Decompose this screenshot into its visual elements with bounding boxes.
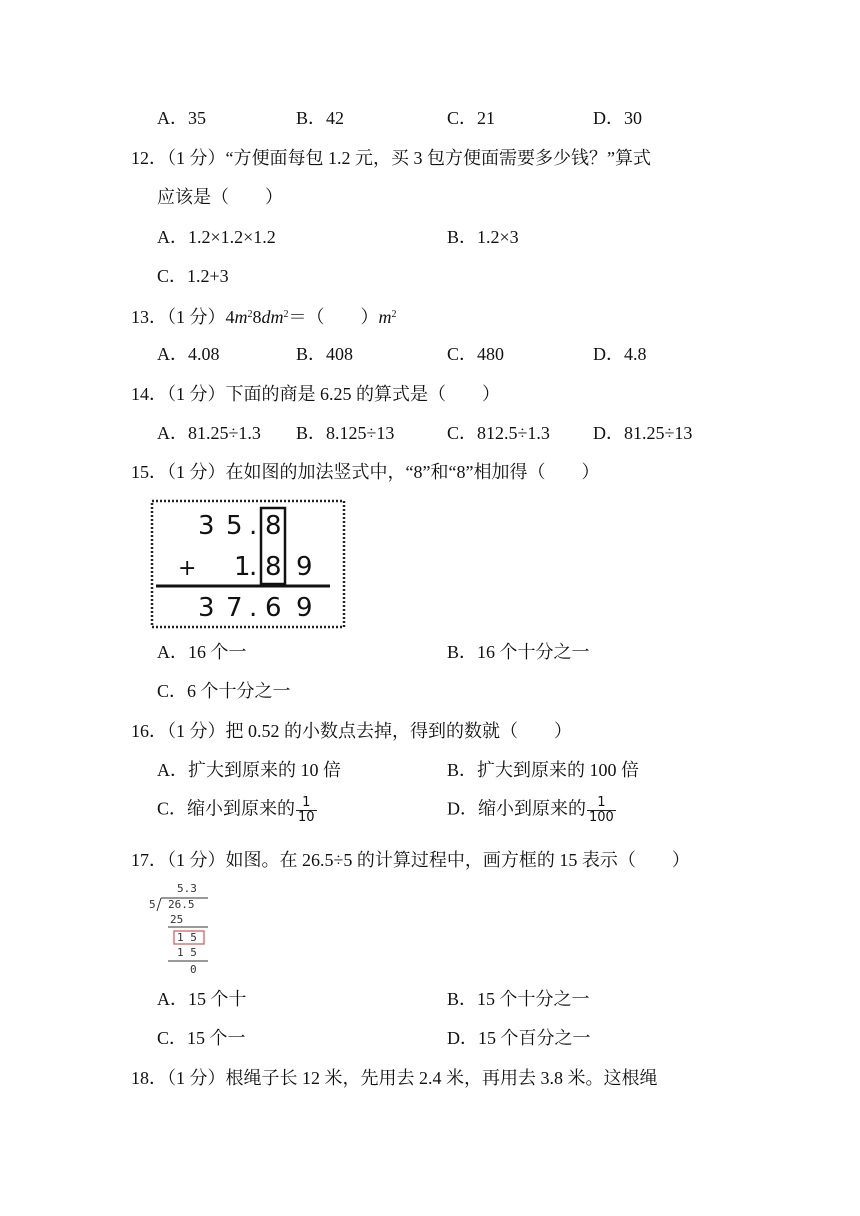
fraction-one-hundredth: $\frac{1}{100}$ — [589, 795, 614, 825]
q13-option-a[interactable]: A．4.08 — [157, 344, 220, 364]
digit: 7 — [226, 593, 243, 623]
q13-option-b[interactable]: B．408 — [296, 344, 354, 364]
q16-option-d[interactable]: D．缩小到原来的 $\frac{1}{100}$ — [447, 795, 614, 825]
q15-addition-figure — [148, 498, 348, 630]
final-remainder: 0 — [190, 963, 197, 976]
plus-sign: + — [178, 556, 197, 581]
partial-product: 25 — [170, 913, 184, 926]
divisor: 5 — [149, 898, 156, 911]
q14-option-d[interactable]: D．81.25÷13 — [593, 423, 693, 443]
digit: 3 — [198, 511, 215, 541]
partial-product: 1 5 — [177, 946, 197, 959]
q15-option-b[interactable]: B．16 个十分之一 — [447, 642, 590, 662]
digit: 6 — [265, 593, 282, 623]
q11-option-b[interactable]: B．42 — [296, 108, 345, 128]
q17-division-figure — [146, 882, 216, 978]
digit: 8 — [265, 552, 282, 582]
digit: 9 — [296, 552, 313, 582]
q11-option-a[interactable]: A．35 — [157, 108, 206, 128]
q16-option-b[interactable]: B．扩大到原来的 100 倍 — [447, 760, 640, 780]
q14-option-a[interactable]: A．81.25÷1.3 — [157, 423, 261, 443]
division-bracket — [157, 898, 161, 911]
decimal-point: . — [249, 511, 258, 541]
q13-option-d[interactable]: D．4.8 — [593, 344, 647, 364]
q11-option-c[interactable]: C．21 — [447, 108, 496, 128]
q14-option-c[interactable]: C．812.5÷1.3 — [447, 423, 550, 443]
q12-option-a[interactable]: A．1.2×1.2×1.2 — [157, 227, 276, 247]
q16-option-c[interactable]: C．缩小到原来的 $\frac{1}{10}$ — [157, 795, 315, 825]
boxed-remainder: 1 5 — [177, 931, 197, 944]
q17-option-c[interactable]: C．15 个一 — [157, 1028, 246, 1048]
q12-option-c[interactable]: C．1.2+3 — [157, 266, 229, 286]
digit: 1 — [234, 552, 251, 582]
q15-option-c[interactable]: C．6 个十分之一 — [157, 681, 291, 701]
q12-option-b[interactable]: B．1.2×3 — [447, 227, 519, 247]
q13-option-c[interactable]: C．480 — [447, 344, 505, 364]
decimal-point: . — [249, 552, 258, 582]
digit: 5 — [226, 511, 243, 541]
q18-question: 18．（1 分）根绳子长 12 米，先用去 2.4 米，再用去 3.8 米。这根绳 — [131, 1068, 658, 1088]
q17-option-b[interactable]: B．15 个十分之一 — [447, 989, 590, 1009]
q13-question: 13．（1 分）$4m^28dm^2=$（ ）$m^2$ — [131, 307, 397, 327]
digit: 3 — [198, 593, 215, 623]
dividend: 26.5 — [168, 898, 195, 911]
q14-option-b[interactable]: B．8.125÷13 — [296, 423, 395, 443]
digit: 9 — [296, 593, 313, 623]
q12-question-cont: 应该是（ ） — [157, 187, 283, 207]
digit: 8 — [265, 511, 282, 541]
q16-question: 16．（1 分）把 0.52 的小数点去掉，得到的数就（ ） — [131, 721, 572, 741]
q16-option-a[interactable]: A．扩大到原来的 10 倍 — [157, 760, 341, 780]
q17-option-d[interactable]: D．15 个百分之一 — [447, 1028, 591, 1048]
q17-option-a[interactable]: A．15 个十 — [157, 989, 247, 1009]
q12-question: 12．（1 分）“方便面每包 1.2 元，买 3 包方便面需要多少钱？”算式 — [131, 148, 651, 168]
q14-question: 14．（1 分）下面的商是 6.25 的算式是（ ） — [131, 384, 500, 404]
q15-question: 15．（1 分）在如图的加法竖式中，“8”和“8”相加得（ ） — [131, 462, 600, 482]
q11-option-d[interactable]: D．30 — [593, 108, 642, 128]
quotient: 5.3 — [177, 882, 197, 895]
fraction-one-tenth: $\frac{1}{10}$ — [298, 795, 315, 825]
decimal-point: . — [249, 593, 258, 623]
q15-option-a[interactable]: A．16 个一 — [157, 642, 247, 662]
q17-question: 17．（1 分）如图。在 26.5÷5 的计算过程中，画方框的 15 表示（ ） — [131, 850, 690, 870]
